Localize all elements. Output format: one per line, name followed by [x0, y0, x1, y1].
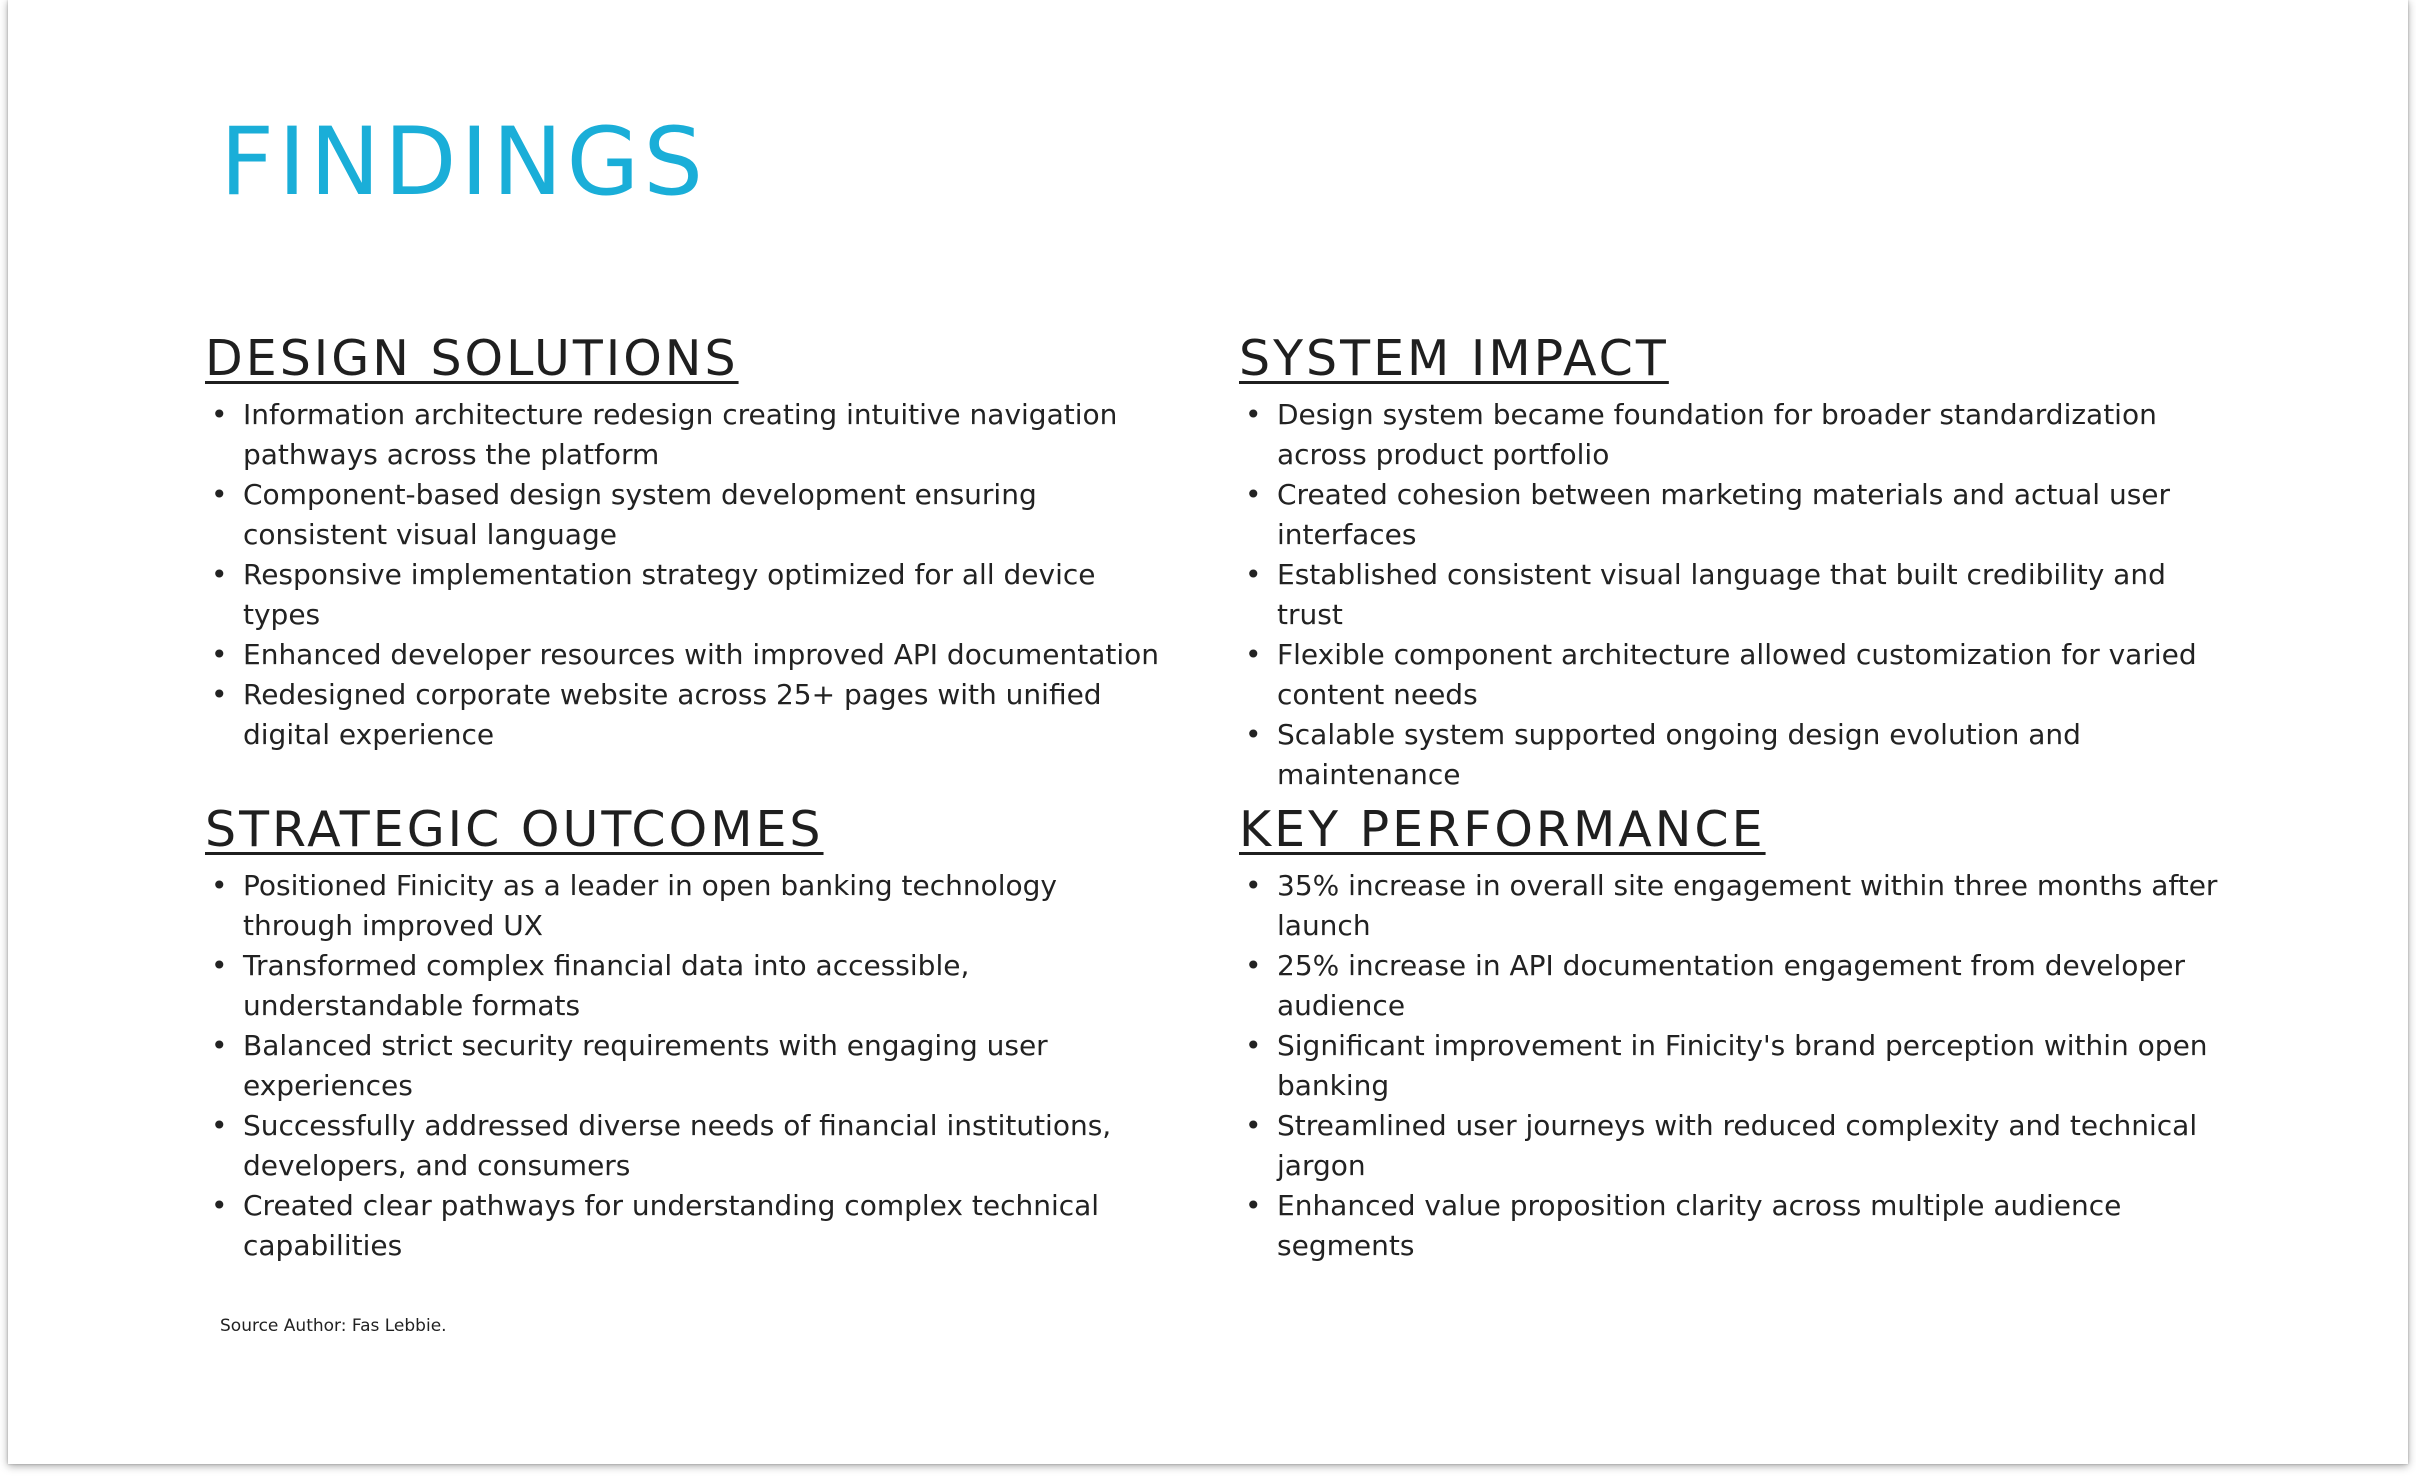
list-item: • Responsive implementation strategy optimized for all device types — [211, 558, 1096, 631]
list-item: • 35% increase in overall site engagement within three months after launch — [1245, 869, 2218, 942]
design-solutions-section — [205, 330, 1165, 755]
list-item: • Established consistent visual language that built credibility and trust — [1245, 558, 2166, 631]
design-solutions-heading: DESIGN SOLUTIONS — [205, 330, 739, 387]
system-impact-list — [1239, 395, 2219, 795]
list-item: • 25% increase in API documentation engagement from developer audience — [1245, 949, 2185, 1022]
list-item: • Created cohesion between marketing materials and actual user interfaces — [1245, 478, 2171, 551]
strategic-outcomes-heading: STRATEGIC OUTCOMES — [205, 801, 824, 858]
list-item: • Information architecture redesign creating intuitive navigation pathways across the platform — [211, 398, 1118, 471]
strategic-outcomes-section — [205, 801, 1165, 1266]
list-item: • Streamlined user journeys with reduced complexity and technical jargon — [1245, 1109, 2198, 1182]
key-performance-list — [1239, 866, 2219, 1266]
list-item: • Scalable system supported ongoing design evolution and maintenance — [1245, 718, 2081, 791]
strategic-outcomes-list — [205, 866, 1165, 1266]
key-performance-heading: KEY PERFORMANCE — [1239, 801, 1766, 858]
list-item: • Positioned Finicity as a leader in open banking technology through improved UX — [211, 869, 1057, 942]
system-impact-heading: SYSTEM IMPACT — [1239, 330, 1669, 387]
source-note: Source Author: Fas Lebbie. — [220, 1316, 447, 1336]
list-item: • Redesigned corporate website across 25+ pages with unified digital experience — [211, 678, 1102, 751]
page-title: FINDINGS — [220, 108, 708, 217]
list-item: • Flexible component architecture allowed customization for varied content needs — [1245, 638, 2197, 711]
list-item: • Balanced strict security requirements with engaging user experiences — [211, 1029, 1048, 1102]
system-impact-section — [1239, 330, 2219, 795]
list-item: • Created clear pathways for understanding complex technical capabilities — [211, 1189, 1100, 1262]
list-item: • Design system became foundation for broader standardization across product portfolio — [1245, 398, 2157, 471]
list-item: • Component-based design system development ensuring consistent visual language — [211, 478, 1037, 551]
list-item: • Enhanced value proposition clarity across multiple audience segments — [1245, 1189, 2122, 1262]
list-item: • Significant improvement in Finicity's brand perception within open banking — [1245, 1029, 2208, 1102]
key-performance-section — [1239, 801, 2219, 1266]
design-solutions-list — [205, 395, 1165, 755]
slide — [8, 0, 2408, 1464]
list-item: • Transformed complex financial data into accessible, understandable formats — [211, 949, 970, 1022]
list-item: • Successfully addressed diverse needs of financial institutions, developers, and consumers — [211, 1109, 1112, 1182]
list-item: • Enhanced developer resources with improved API documentation — [211, 638, 1159, 671]
